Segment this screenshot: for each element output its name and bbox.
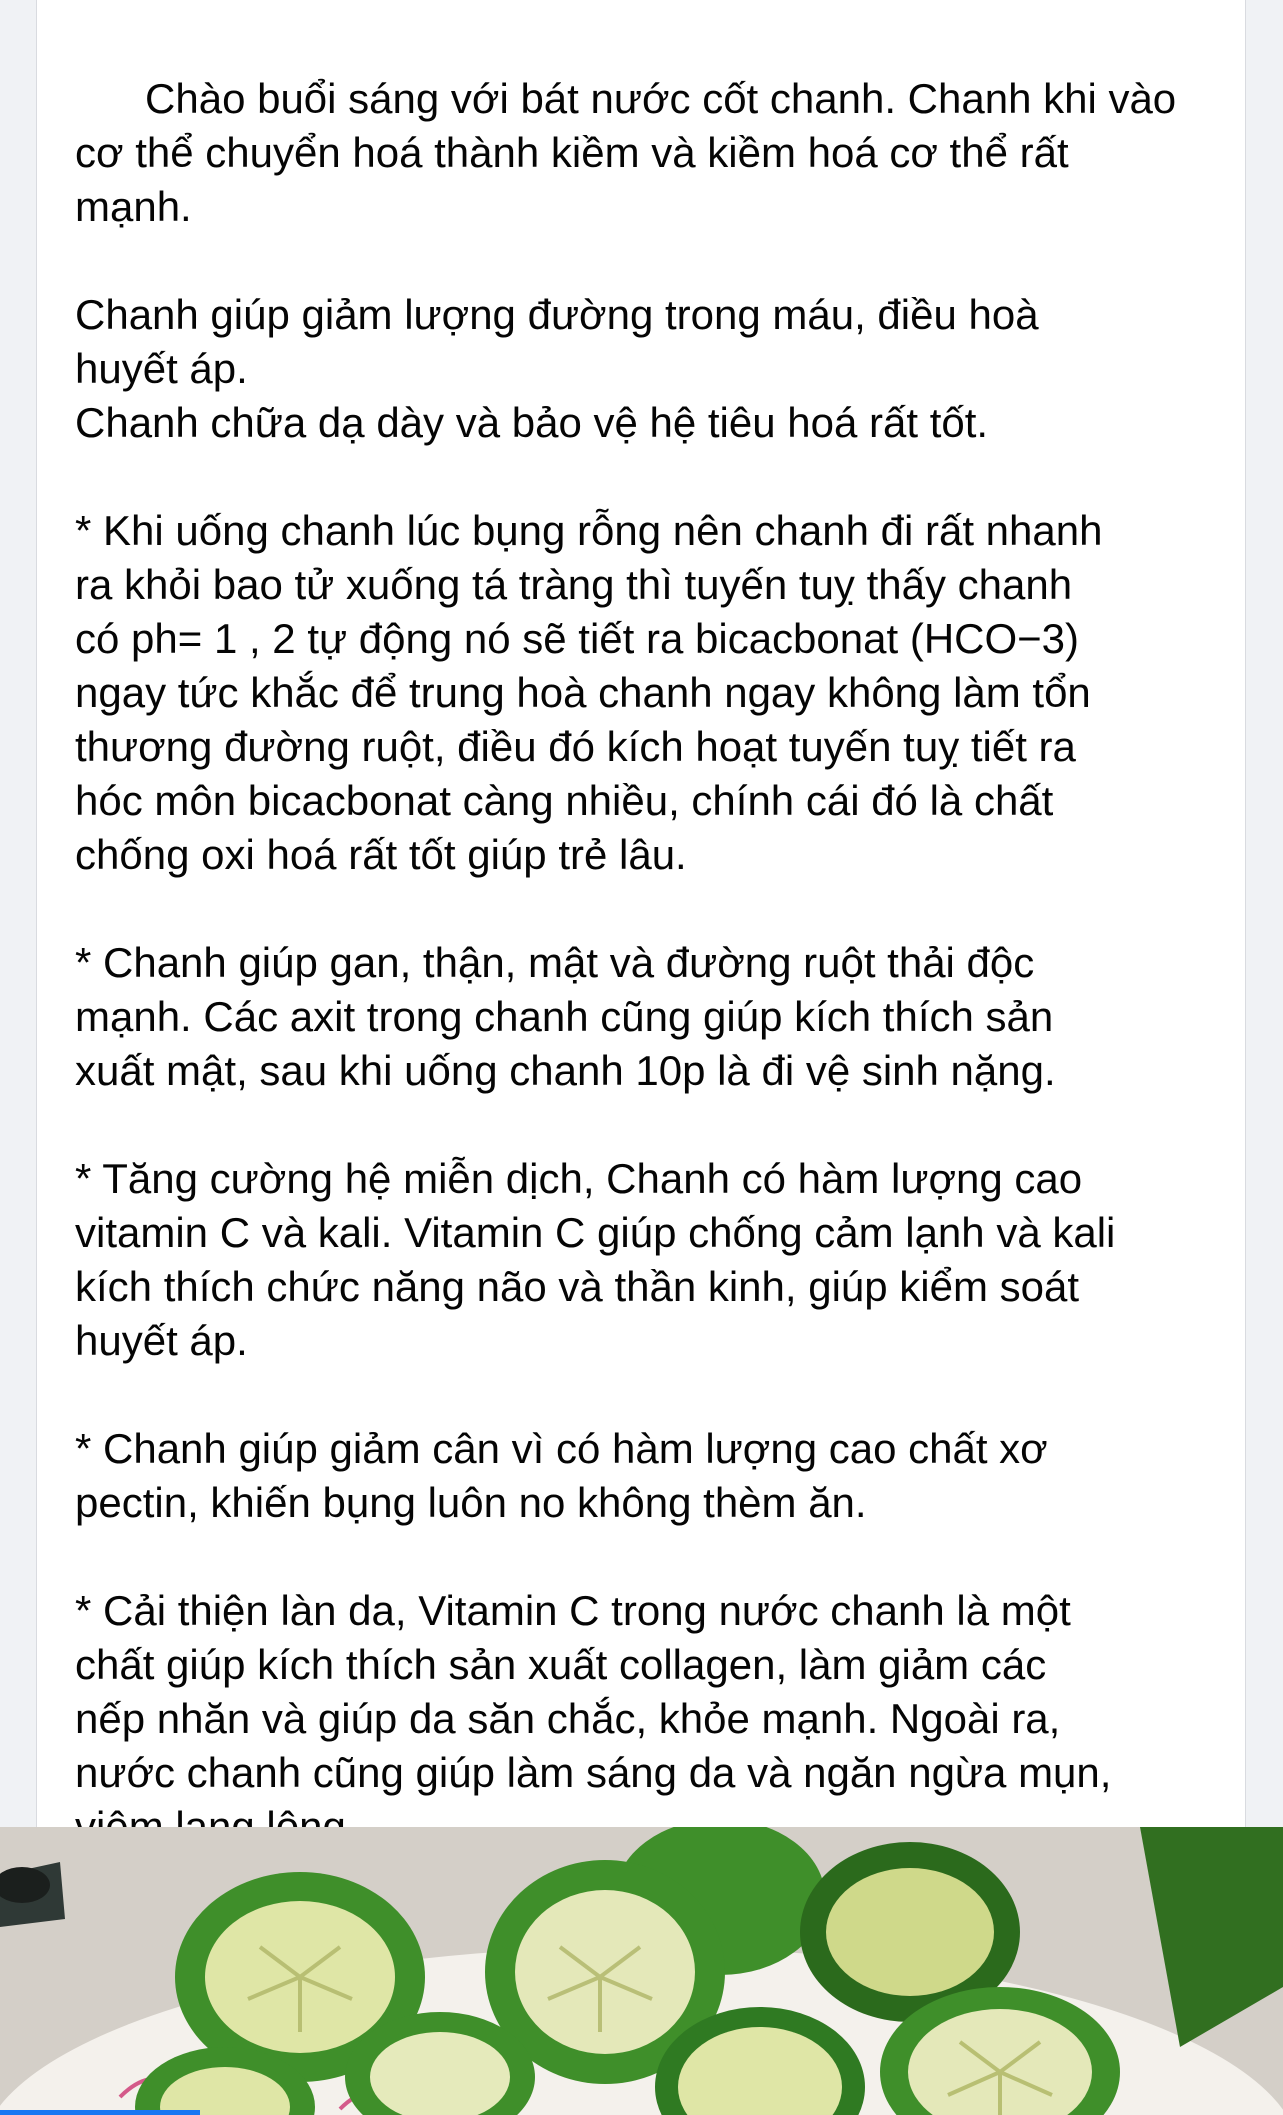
paragraph-1: Chào buổi sáng với bát nước cốt chanh. Chanh khi vào cơ thể chuyển hoá thành kiềm và kiềm hoá cơ thể rất mạnh.: [75, 75, 1177, 230]
paragraph-4: * Chanh giúp gan, thận, mật và đường ruột thải độc mạnh. Các axit trong chanh cũng giúp kích thích sản xuất mật, sau khi uống chanh 10p là đi vệ sinh nặng.: [75, 939, 1056, 1094]
horizontal-scroll-indicator: [0, 2110, 200, 2115]
post-card: [36, 0, 1246, 1827]
lime-photo-illustration: [0, 1827, 1283, 2115]
paragraph-5: * Tăng cường hệ miễn dịch, Chanh có hàm lượng cao vitamin C và kali. Vitamin C giúp chống cảm lạnh và kali kích thích chức năng não và thần kinh, giúp kiểm soát huyết áp.: [75, 1155, 1116, 1364]
post-photo[interactable]: [0, 1827, 1283, 2115]
post-text: [75, 18, 1245, 1908]
paragraph-7: * Cải thiện làn da, Vitamin C trong nước chanh là một chất giúp kích thích sản xuất collagen, làm giảm các nếp nhăn và giúp da săn chắc, khỏe mạnh. Ngoài ra, nước chanh cũng giúp làm sáng da và ngăn ngừa mụn,: [75, 1587, 1112, 1796]
paragraph-3: * Khi uống chanh lúc bụng rỗng nên chanh đi rất nhanh ra khỏi bao tử xuống tá tràng thì tuyến tuỵ thấy chanh có ph= 1 , 2 tự động nó sẽ tiết ra bicacbonat (HCO−3) ngay tức khắc để trung hoà chanh ngay không làm tổn thương đường ruột, điều đó kích hoạt tuyến tuỵ tiết ra hóc môn bicacbonat càng nhiều, chính cái đó là chất chống oxi hoá rất tốt giúp trẻ lâu.: [75, 507, 1103, 878]
paragraph-2: Chanh giúp giảm lượng đường trong máu, điều hoà huyết áp. Chanh chữa dạ dày và bảo vệ hệ tiêu hoá rất tốt.: [75, 291, 1039, 446]
paragraph-6: * Chanh giúp giảm cân vì có hàm lượng cao chất xơ pectin, khiến bụng luôn no không thèm ăn.: [75, 1425, 1048, 1526]
